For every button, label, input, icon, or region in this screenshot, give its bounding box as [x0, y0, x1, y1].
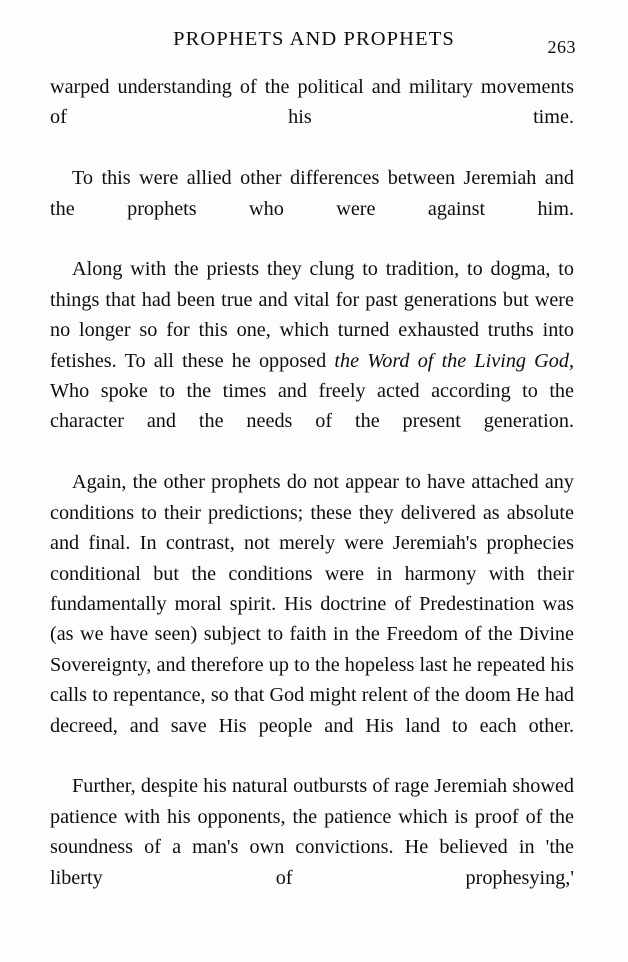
paragraph-3-text-after: Who spoke to the times and freely acted according to the character and the needs of the present generation.: [50, 380, 574, 433]
paragraph-1: warped understanding of the political and military movements of his time.: [50, 76, 574, 129]
paragraph-3-italic-phrase: the Word of the Living God,: [334, 349, 574, 372]
page-number: 263: [547, 37, 576, 57]
paragraph-3: [50, 254, 574, 467]
page-header: [52, 28, 576, 58]
paragraph-5: Further, despite his natural outbursts of rage Jeremiah showed patience with his opponents, the patience which is proof of the soundness of a man's own convictions. He believed in 'the liberty of prophesying,': [50, 775, 574, 889]
paragraph-3-text-before: Along with the priests they clung to tradition, to dogma, to things that had been true and vital for past generations but were no longer so for this one, which turned exhausted truths into fetishes. To all these he opposed: [50, 258, 574, 372]
running-title: PROPHETS AND PROPHETS: [173, 28, 455, 50]
paragraph-4: Again, the other prophets do not appear to have attached any conditions to their predictions; these they delivered as absolute and final. In contrast, not merely were Jeremiah's prophecies conditional but the conditions were in harmony with their fundamentally moral spirit. His doctrine of Predestination was (as we have seen) subject to faith in the Freedom of the Divine Sovereignty, and therefore up to the hopeless last he repeated his calls to repentance, so that God might relent of the doom He had decreed, and save His people and His land to each other.: [50, 471, 574, 737]
paragraph-2: To this were allied other differences between Jeremiah and the prophets who were against him.: [50, 167, 574, 220]
page-body: [50, 72, 574, 923]
